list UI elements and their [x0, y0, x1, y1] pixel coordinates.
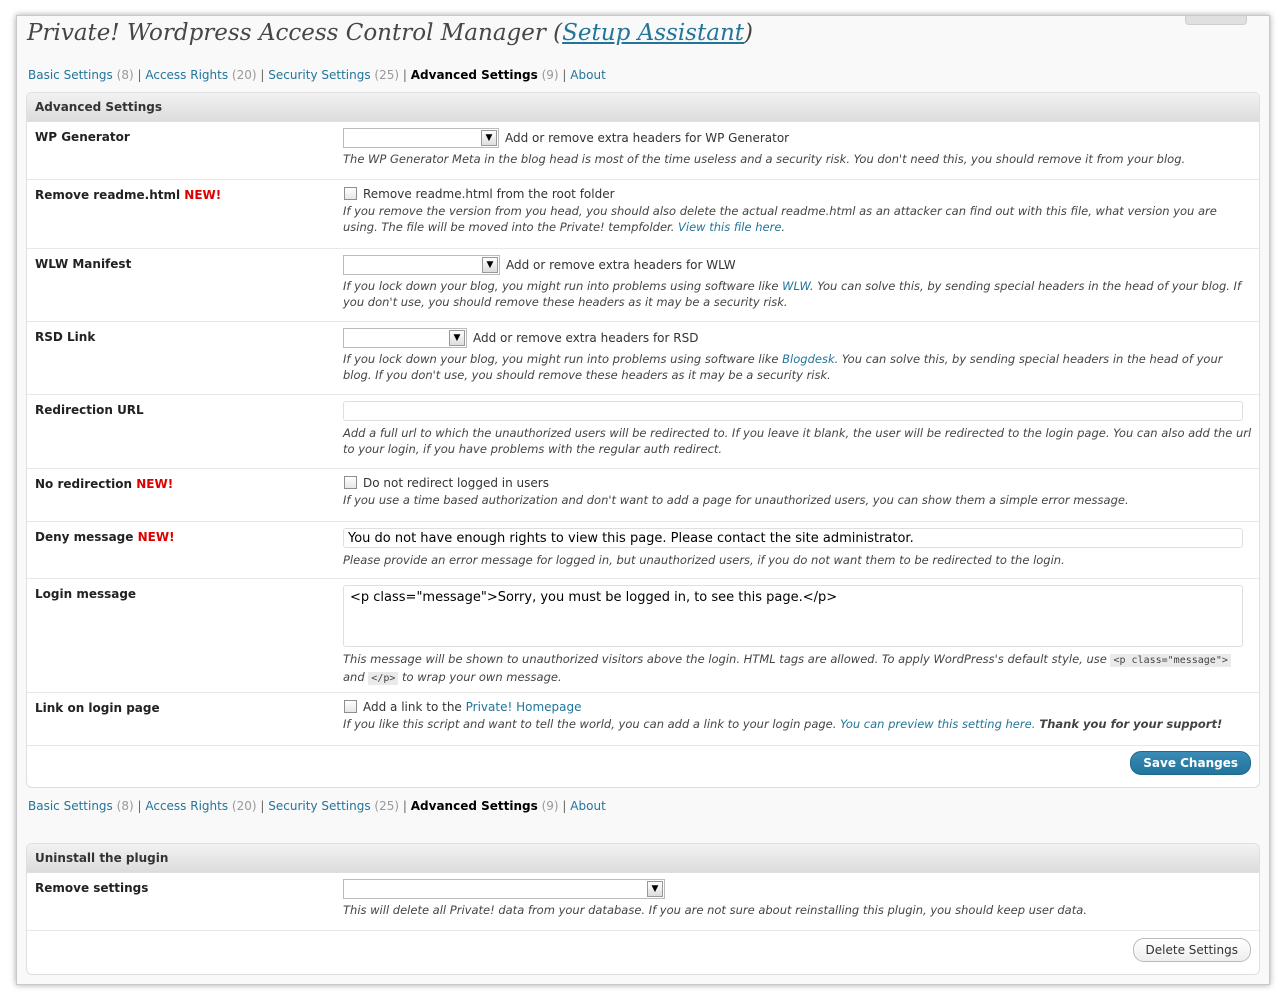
- subnav-count: (25): [374, 68, 400, 82]
- no-redirection-control-label: Do not redirect logged in users: [363, 475, 549, 490]
- remove-readme-control-label: Remove readme.html from the root folder: [363, 186, 615, 201]
- wlw-manifest-description: [343, 278, 1253, 310]
- no-redirection-label-text: No redirection: [35, 477, 133, 491]
- subnav-separator: |: [562, 799, 567, 813]
- setup-assistant-link[interactable]: Setup Assistant: [562, 20, 744, 46]
- login-message-label: Login message: [35, 587, 137, 601]
- link-on-login-control-label: [363, 700, 582, 714]
- row-redirection-url: [27, 395, 1259, 469]
- subnav-access-rights[interactable]: Access Rights: [145, 799, 229, 813]
- uninstall-heading: Uninstall the plugin: [27, 844, 1259, 873]
- subnav-count: (8): [116, 799, 134, 813]
- rsd-link-description: [343, 351, 1253, 383]
- subnav-count: (20): [231, 68, 257, 82]
- wp-generator-control-label: Add or remove extra headers for WP Generator: [505, 131, 790, 145]
- wp-generator-label: WP Generator: [35, 130, 130, 144]
- remove-readme-desc-text: If you remove the version from you head, you should also delete the actual readme.html as an attacker can find out with this file, what version you are using. The file will be moved into the Private! tempfolder.: [343, 203, 1217, 234]
- subnav-separator: |: [137, 68, 142, 82]
- no-redirection-checkbox[interactable]: [344, 476, 357, 489]
- advanced-settings-box: [26, 92, 1260, 788]
- row-deny-message: [27, 522, 1259, 579]
- no-redirection-label: [35, 477, 173, 491]
- remove-settings-description: This will delete all Private! data from your database. If you are not sure about reinstalling this plugin, you should keep user data.: [343, 903, 1087, 917]
- subnav-bottom: [28, 799, 606, 813]
- deny-message-label: [35, 530, 175, 544]
- remove-settings-select[interactable]: [343, 879, 665, 899]
- subnav-separator: |: [402, 799, 407, 813]
- remove-settings-label: Remove settings: [35, 881, 149, 895]
- subnav-count: (8): [116, 68, 134, 82]
- chevron-down-icon: ▼: [481, 130, 497, 146]
- save-changes-button[interactable]: Save Changes: [1130, 751, 1251, 775]
- rsd-desc-text-end: . You can solve this, by sending special headers in the head of your blog. If you don't use, you should remove these headers as it may be a security risk.: [343, 352, 1223, 382]
- new-badge: NEW!: [137, 530, 175, 544]
- remove-readme-label-text: Remove readme.html: [35, 188, 181, 202]
- settings-window: [16, 15, 1270, 985]
- subnav-separator: |: [137, 799, 142, 813]
- view-readme-file-link[interactable]: View this file here: [678, 219, 782, 234]
- subnav-separator: |: [402, 68, 407, 82]
- wp-generator-description: The WP Generator Meta in the blog head is most of the time useless and a security risk. You don't need this, you should remove it from your blog.: [343, 152, 1186, 166]
- subnav-separator: |: [260, 799, 265, 813]
- subnav-access-rights[interactable]: Access Rights: [145, 68, 229, 82]
- subnav-about[interactable]: About: [570, 799, 606, 813]
- rsd-link-label: RSD Link: [35, 330, 96, 344]
- subnav-count: (9): [541, 68, 559, 82]
- code-snippet-close: </p>: [368, 672, 398, 685]
- redirection-url-label: Redirection URL: [35, 403, 144, 417]
- subnav-top: [28, 68, 606, 82]
- chevron-down-icon: ▼: [449, 330, 465, 346]
- page-title-text: Private! Wordpress Access Control Manager (: [27, 20, 563, 46]
- uninstall-box: [26, 843, 1260, 975]
- subnav-about[interactable]: About: [570, 68, 606, 82]
- preview-setting-link[interactable]: You can preview this setting here.: [840, 716, 1036, 731]
- redirection-url-description: Add a full url to which the unauthorized users will be redirected to. If you leave it blank, the user will be redirected to the login page. You can also add the url to your login, if you have problems with the regular auth redirect.: [343, 426, 1252, 456]
- row-remove-readme: [27, 180, 1259, 249]
- redirection-url-input[interactable]: [343, 401, 1243, 421]
- delete-settings-button[interactable]: Delete Settings: [1133, 938, 1251, 962]
- link-on-login-label: Link on login page: [35, 701, 160, 715]
- blogdesk-link[interactable]: Blogdesk: [782, 352, 835, 366]
- page-title: [27, 20, 753, 46]
- subnav-security-settings[interactable]: Security Settings: [268, 799, 371, 813]
- wlw-manifest-control-label: Add or remove extra headers for WLW: [506, 258, 736, 272]
- deny-message-description: Please provide an error message for logged in, but unauthorized users, if you do not want them to be redirected to the login.: [343, 553, 1065, 567]
- chevron-down-icon: ▼: [647, 881, 663, 897]
- code-snippet-open: <p class="message">: [1110, 654, 1230, 667]
- deny-message-label-text: Deny message: [35, 530, 134, 544]
- rsd-link-control-label: Add or remove extra headers for RSD: [473, 331, 699, 345]
- link-login-desc-text: If you like this script and want to tell the world, you can add a link to your login page.: [343, 716, 841, 731]
- thank-you-text: Thank you for your support!: [1035, 716, 1223, 731]
- subnav-advanced-settings: Advanced Settings: [410, 799, 538, 813]
- wlw-manifest-select[interactable]: [343, 255, 500, 275]
- rsd-link-select[interactable]: [343, 328, 467, 348]
- rsd-desc-text: If you lock down your blog, you might run into problems using software like: [343, 352, 783, 366]
- row-login-message: [27, 579, 1259, 693]
- link-on-login-control-text: Add a link to the: [363, 699, 466, 714]
- subnav-count: (9): [541, 799, 559, 813]
- remove-readme-checkbox[interactable]: [344, 187, 357, 200]
- login-desc-and: and: [343, 670, 369, 684]
- chevron-down-icon: ▼: [482, 257, 498, 273]
- login-message-description: [343, 651, 1253, 687]
- no-redirection-description: If you use a time based authorization and don't want to add a page for unauthorized users, you can show them a simple error message.: [343, 492, 1129, 507]
- private-homepage-link[interactable]: Private! Homepage: [465, 699, 582, 714]
- page-title-end: ): [744, 20, 753, 46]
- wlw-link[interactable]: WLW: [782, 279, 810, 293]
- link-on-login-checkbox[interactable]: [344, 700, 357, 713]
- subnav-count: (25): [374, 799, 400, 813]
- subnav-advanced-settings: Advanced Settings: [410, 68, 538, 82]
- deny-message-input[interactable]: You do not have enough rights to view this page. Please contact the site administrator.: [343, 528, 1243, 548]
- subnav-count: (20): [231, 799, 257, 813]
- wlw-desc-text: If you lock down your blog, you might run into problems using software like: [343, 279, 783, 293]
- new-badge: NEW!: [184, 188, 222, 202]
- row-link-on-login: [27, 693, 1259, 746]
- wlw-desc-text-end: . You can solve this, by sending special headers in the head of your blog. If you don't use, you should remove these headers as it may be a security risk.: [343, 279, 1241, 309]
- desc-end: .: [781, 219, 786, 234]
- row-wp-generator: [27, 122, 1259, 180]
- remove-readme-label: [35, 188, 221, 202]
- row-no-redirection: [27, 469, 1259, 522]
- login-desc-text: This message will be shown to unauthorized visitors above the login. HTML tags are allowed. To apply WordPress's default style, use: [343, 652, 1111, 666]
- row-wlw-manifest: [27, 249, 1259, 322]
- row-remove-settings: [27, 873, 1259, 931]
- advanced-settings-heading: Advanced Settings: [27, 93, 1259, 122]
- link-on-login-description: [343, 716, 1253, 732]
- window-corner-tab[interactable]: [1185, 16, 1247, 25]
- wlw-manifest-label: WLW Manifest: [35, 257, 132, 271]
- new-badge: NEW!: [136, 477, 174, 491]
- subnav-security-settings[interactable]: Security Settings: [268, 68, 371, 82]
- subnav-separator: |: [260, 68, 265, 82]
- login-desc-text-end: to wrap your own message.: [398, 670, 562, 684]
- subnav-basic-settings[interactable]: Basic Settings: [28, 799, 113, 813]
- remove-readme-description: [343, 203, 1253, 235]
- subnav-basic-settings[interactable]: Basic Settings: [28, 68, 113, 82]
- wp-generator-select[interactable]: [343, 128, 499, 148]
- login-message-textarea[interactable]: <p class="message">Sorry, you must be logged in, to see this page.</p>: [343, 585, 1243, 647]
- row-rsd-link: [27, 322, 1259, 395]
- subnav-separator: |: [562, 68, 567, 82]
